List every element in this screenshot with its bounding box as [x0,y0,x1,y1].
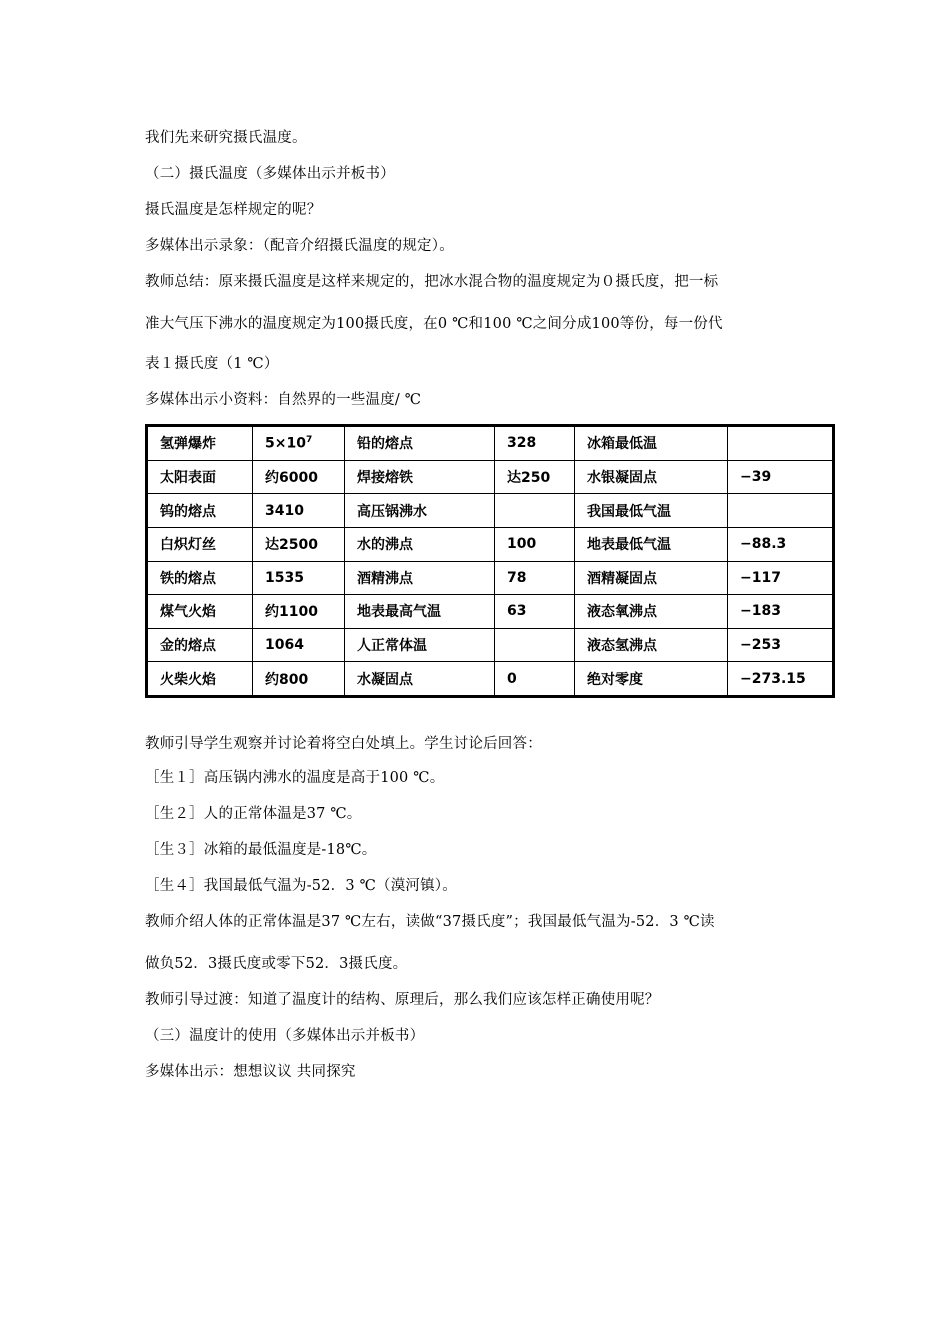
paragraph: 摄氏温度是怎样规定的呢？ [145,202,322,218]
table-cell: 约800 [253,662,345,696]
paragraph: 准大气压下沸水的温度规定为100摄氏度，在0 ℃和100 ℃之间分成100等份，每一份代 [145,316,723,332]
table-cell: 绝对零度 [575,662,728,696]
table-cell: 人正常体温 [345,628,495,662]
section-heading: （二）摄氏温度（多媒体出示并板书） [145,166,395,182]
temperature-table-grid [147,426,833,696]
table-cell: 太阳表面 [148,460,253,494]
table-cell: 达2500 [253,527,345,561]
table-cell: 地表最高气温 [345,595,495,629]
table-row [148,527,833,561]
student-answer: ［生４］我国最低气温为-52．3 ℃（漠河镇）。 [145,878,457,894]
table-cell: 我国最低气温 [575,494,728,528]
paragraph: 做负52．3摄氏度或零下52．3摄氏度。 [145,956,408,972]
table-cell: 煤气火焰 [148,595,253,629]
paragraph: 我们先来研究摄氏温度。 [145,130,307,146]
paragraph: 多媒体出示录象：（配音介绍摄氏温度的规定）。 [145,238,454,254]
table-cell: 约1100 [253,595,345,629]
table-cell: 氢弹爆炸 [148,427,253,461]
table-cell: 328 [495,427,575,461]
table-cell-text: 5×10 [265,435,306,452]
table-cell: 液态氧沸点 [575,595,728,629]
table-cell: 3410 [253,494,345,528]
table-cell: −273.15 [728,662,833,696]
section-heading: （三）温度计的使用（多媒体出示并板书） [145,1028,425,1044]
student-answer: ［生１］高压锅内沸水的温度是高于100 ℃。 [145,770,445,786]
table-row [148,494,833,528]
table-cell: 水的沸点 [345,527,495,561]
paragraph: 多媒体出示：想想议议 共同探究 [145,1064,356,1080]
table-cell: 冰箱最低温 [575,427,728,461]
table-cell: −117 [728,561,833,595]
paragraph: 教师引导过渡：知道了温度计的结构、原理后，那么我们应该怎样正确使用呢？ [145,992,660,1008]
table-cell: 地表最低气温 [575,527,728,561]
paragraph: 教师介绍人体的正常体温是37 ℃左右，读做“37摄氏度”；我国最低气温为-52．3 ℃读 [145,914,715,930]
table-cell: 63 [495,595,575,629]
table-cell: 焊接熔铁 [345,460,495,494]
table-cell: 液态氢沸点 [575,628,728,662]
table-cell: −88.3 [728,527,833,561]
table-cell: 酒精凝固点 [575,561,728,595]
table-cell: 78 [495,561,575,595]
table-cell: 钨的熔点 [148,494,253,528]
table-cell: 高压锅沸水 [345,494,495,528]
temperature-table [145,424,835,698]
table-cell [495,494,575,528]
table-cell: −253 [728,628,833,662]
table-cell: 酒精沸点 [345,561,495,595]
student-answer: ［生２］人的正常体温是37 ℃。 [145,806,362,822]
table-row [148,460,833,494]
table-cell: 金的熔点 [148,628,253,662]
table-cell: 100 [495,527,575,561]
student-answer: ［生３］冰箱的最低温度是-18℃。 [145,842,377,858]
table-cell [495,628,575,662]
table-cell: 水凝固点 [345,662,495,696]
table-cell: 达250 [495,460,575,494]
table-cell: 水银凝固点 [575,460,728,494]
table-cell: −183 [728,595,833,629]
table-row [148,628,833,662]
table-cell: 0 [495,662,575,696]
table-cell: 白炽灯丝 [148,527,253,561]
table-cell [253,427,345,461]
table-cell: −39 [728,460,833,494]
table-cell: 铁的熔点 [148,561,253,595]
table-row [148,662,833,696]
exponent: 7 [305,434,313,445]
table-cell: 约6000 [253,460,345,494]
paragraph: 表１摄氏度（1 ℃） [145,356,279,372]
table-cell: 铅的熔点 [345,427,495,461]
table-cell: 火柴火焰 [148,662,253,696]
table-row [148,561,833,595]
paragraph: 教师总结：原来摄氏温度是这样来规定的，把冰水混合物的温度规定为０摄氏度，把一标 [145,274,719,290]
table-row [148,427,833,461]
table-cell [728,494,833,528]
table-cell [728,427,833,461]
paragraph: 多媒体出示小资料：自然界的一些温度/ ℃ [145,392,422,408]
table-cell: 1535 [253,561,345,595]
table-row [148,595,833,629]
table-cell: 1064 [253,628,345,662]
paragraph: 教师引导学生观察并讨论着将空白处填上。学生讨论后回答： [145,736,542,752]
